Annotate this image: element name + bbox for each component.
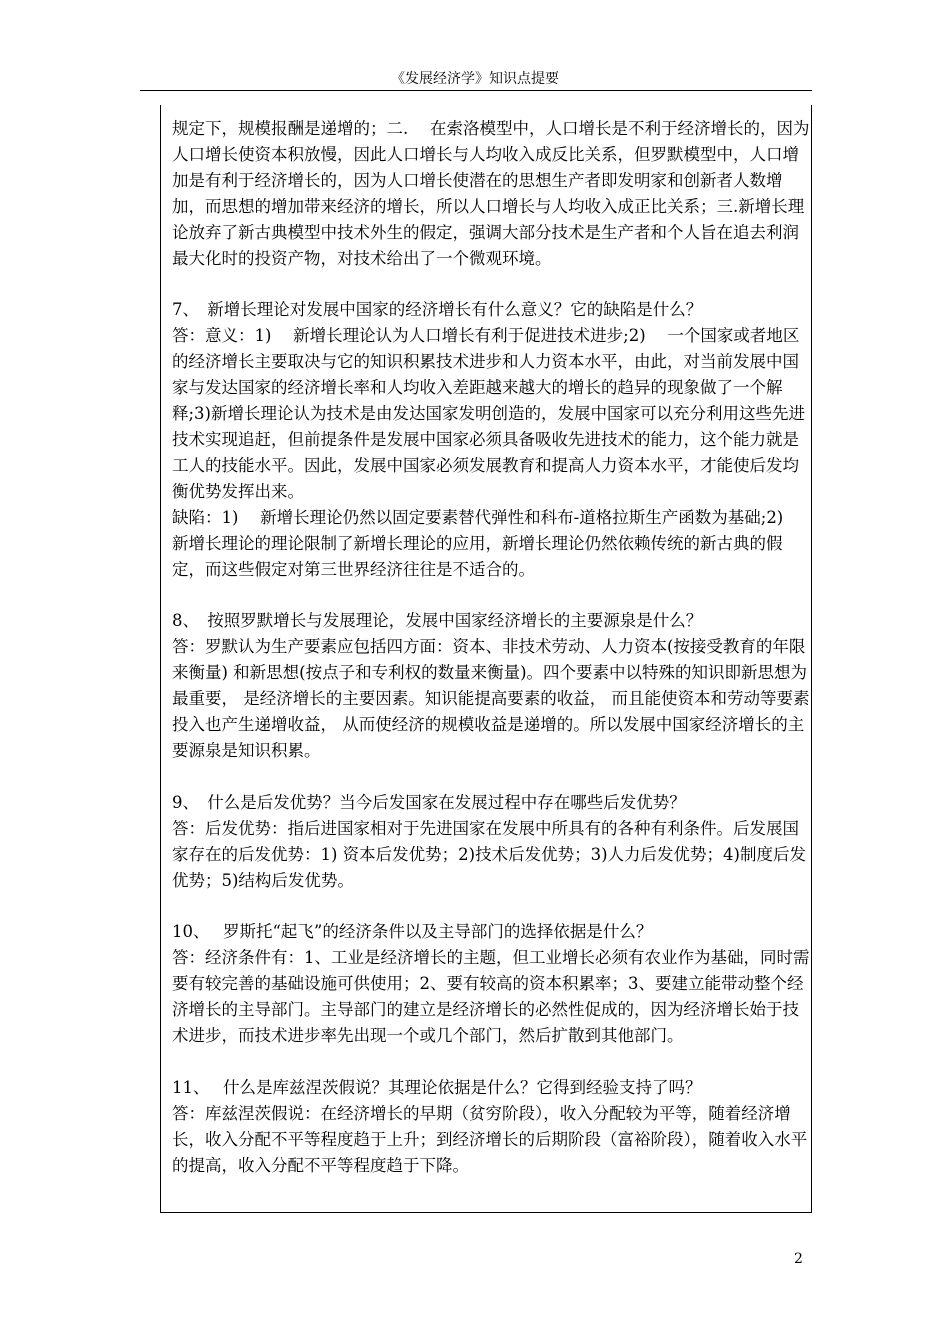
paragraph-continuation: 规定下，规模报酬是递增的；二. 在索洛模型中，人口增长是不利于经济增长的，因为人口增长使资本积放慢，因此人口增长与人均收入成反比关系，但罗默模型中，人口增加是有利于经济增长的，因为人口增长使潜在的思想生产者即发明家和创新者人数增加，而思想的增加带来经济的增长，所以人口增长与人均收入成正比关系；三.新增长理论放弃了新古典模型中技术外生的假定，强调大部分技术是生产者和个人旨在追去利润最大化时的投资产物，对技术给出了一个微观环境。 <box>172 119 810 268</box>
answer-11: 答：库兹涅茨假说：在经济增长的早期（贫穷阶段），收入分配较为平等，随着经济增长，收入分配不平等程度趋于上升；到经济增长的后期阶段（富裕阶段），随着收入水平的提高，收入分配不平等程度趋于下降。 <box>172 1103 808 1175</box>
answer-9: 答：后发优势：指后进国家相对于先进国家在发展中所具有的各种有利条件。后发展国家存在的后发优势：1) 资本后发优势；2)技术后发优势；3)人力后发优势；4)制度后发优势；5)结构后发优势。 <box>172 818 806 890</box>
paragraph-gap <box>172 271 812 297</box>
document-body <box>172 116 812 1179</box>
paragraph-gap <box>172 1049 812 1075</box>
paragraph-gap <box>172 764 812 790</box>
header-divider <box>140 90 812 91</box>
question-7: 7、 新增长理论对发展中国家的经济增长有什么意义？它的缺陷是什么？ <box>172 300 703 320</box>
answer-8: 答：罗默认为生产要素应包括四方面：资本、非技术劳动、人力资本(按接受教育的年限来衡量) 和新思想(按点子和专利权的数量来衡量)。四个要素中以特殊的知识即新思想为最重要， 是经济增长的主要因素。知识能提高要素的收益， 而且能使资本和劳动等要素投入也产生递增收益， 从而使经济的规模收益是递增的。所以发展中国家经济增长的主要源泉是知识积累。 <box>172 637 810 760</box>
question-11: 11、 什么是库兹涅茨假说？其理论依据是什么？它得到经验支持了吗？ <box>172 1078 702 1097</box>
question-9: 9、 什么是后发优势？当今后发国家在发展过程中存在哪些后发优势？ <box>172 792 686 812</box>
page-number: 2 <box>794 1251 803 1267</box>
answer-7-defects: 缺陷：1) 新增长理论仍然以固定要素替代弹性和科布-道格拉斯生产函数为基础;2) 新增长理论的理论限制了新增长理论的应用，新增长理论仍然依赖传统的新古典的假定，而这些假定对第三世界经济往往是不适合的。 <box>172 507 805 579</box>
page-header-title: 《发展经济学》知识点提要 <box>391 71 559 87</box>
paragraph-gap <box>172 582 812 608</box>
paragraph-gap <box>172 893 812 919</box>
question-10: 10、 罗斯托“起飞”的经济条件以及主导部门的选择依据是什么？ <box>172 922 653 942</box>
answer-7-significance: 答：意义：1) 新增长理论认为人口增长有利于促进技术进步;2) 一个国家或者地区的经济增长主要取决与它的知识积累技术进步和人力资本水平，由此，对当前发展中国家与发达国家的经济增长率和人均收入差距越来越大的增长的趋异的现象做了一个解释;3)新增长理论认为技术是由发达国家发明创造的，发展中国家可以充分利用这些先进技术实现追赶，但前提条件是发展中国家必须具备吸收先进技术的能力，这个能力就是工人的技能水平。因此，发展中国家必须发展教育和提高人力资本水平，才能使后发均衡优势发挥出来。 <box>172 326 805 501</box>
question-8: 8、 按照罗默增长与发展理论，发展中国家经济增长的主要源泉是什么？ <box>172 611 703 631</box>
answer-10: 答：经济条件有：1、工业是经济增长的主题，但工业增长必须有农业作为基础，同时需要有较完善的基础设施可供使用；2、要有较高的资本积累率；3、要建立能带动整个经济增长的主导部门。主导部门的建立是经济增长的必然性促成的，因为经济增长始于技术进步，而技术进步率先出现一个或几个部门，然后扩散到其他部门。 <box>172 948 810 1046</box>
